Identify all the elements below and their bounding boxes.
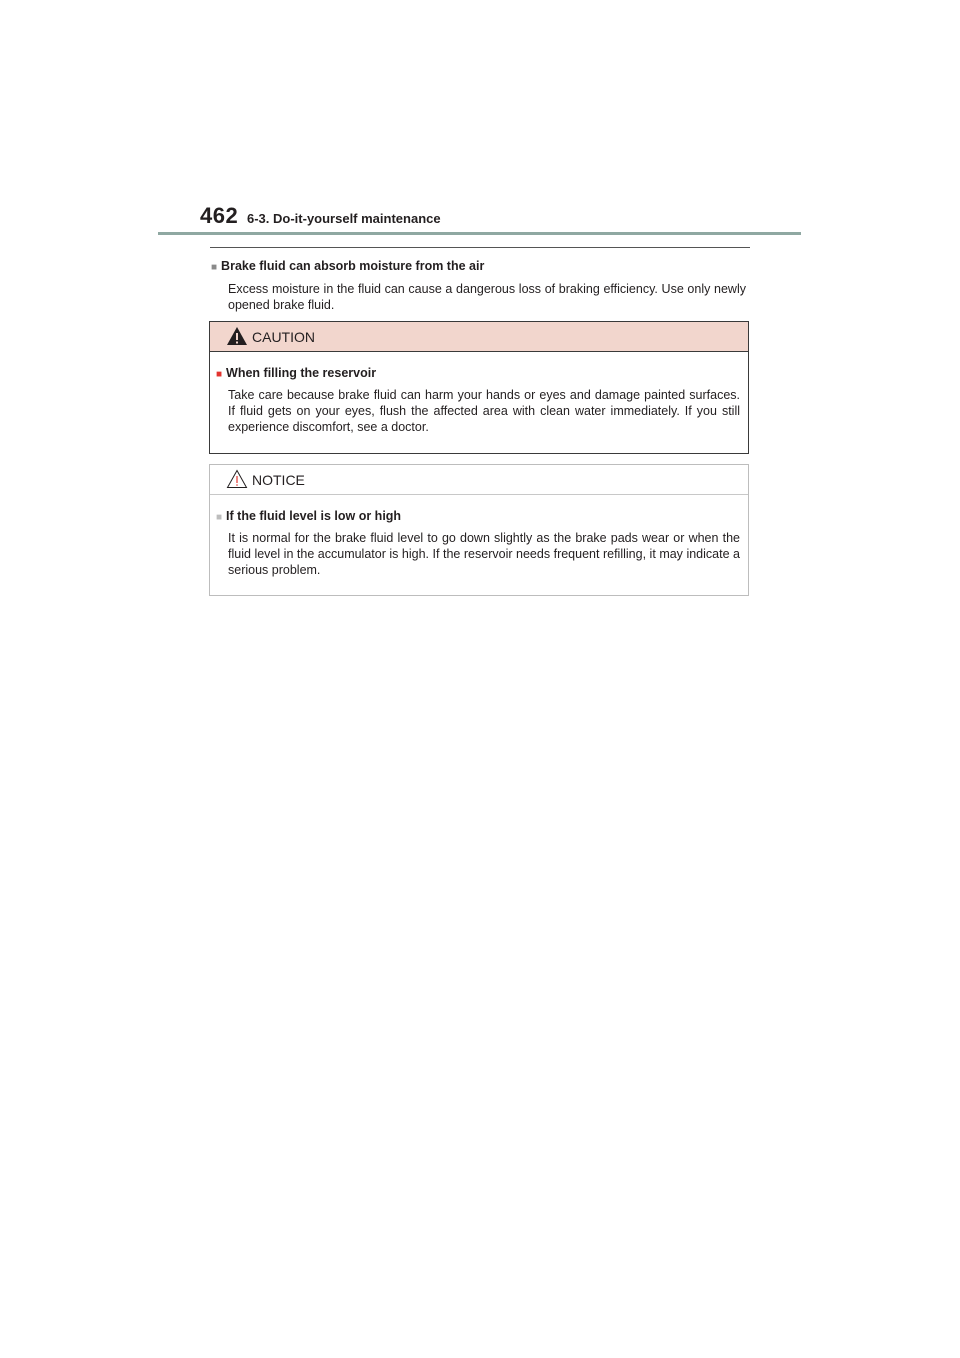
notice-title: NOTICE <box>252 472 305 488</box>
item-heading <box>211 259 484 273</box>
notice-heading <box>216 509 401 523</box>
square-bullet-icon: ■ <box>216 512 223 523</box>
square-bullet-icon: ■ <box>211 262 218 273</box>
notice-heading-text: If the fluid level is low or high <box>226 509 402 523</box>
square-bullet-icon: ■ <box>216 369 223 380</box>
caution-title: CAUTION <box>252 329 315 345</box>
warning-triangle-filled-icon <box>226 326 248 346</box>
caution-header <box>210 322 748 352</box>
content-divider <box>210 247 750 248</box>
header-rule <box>158 232 801 235</box>
caution-text: Take care because brake fluid can harm your hands or eyes and damage painted surfaces. If fluid gets on your eyes, flush the affected area with clean water immediately. If you still experience discomfort, see a doctor. <box>228 388 740 434</box>
notice-header <box>210 465 748 495</box>
warning-triangle-outline-icon <box>226 469 248 489</box>
notice-box <box>209 464 749 596</box>
caution-heading <box>216 366 376 380</box>
page-number: 462 <box>200 203 239 228</box>
section-title: 6-3. Do-it-yourself maintenance <box>247 211 441 226</box>
notice-text: It is normal for the brake fluid level to go down slightly as the brake pads wear or when the fluid level in the accumulator is high. If the reservoir needs frequent refilling, it may indicate a serious problem. <box>228 531 740 577</box>
caution-box <box>209 321 749 454</box>
item-heading-text: Brake fluid can absorb moisture from the air <box>221 259 485 273</box>
caution-heading-text: When filling the reservoir <box>226 366 377 380</box>
item-text: Excess moisture in the fluid can cause a dangerous loss of braking efficiency. Use only newly opened brake fluid. <box>228 282 746 312</box>
